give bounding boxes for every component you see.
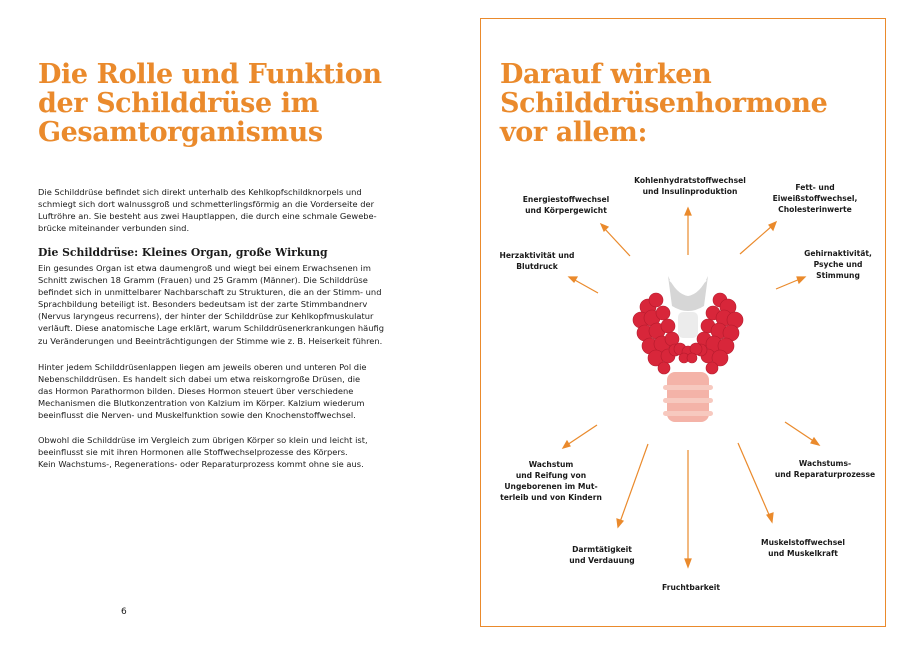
arrow-gehirn (776, 277, 805, 289)
label-line: und Reifung von (515, 471, 587, 480)
text-line: Hinter jedem Schilddrüsenlappen liegen am jeweils oberen und unteren Pol die (38, 362, 367, 372)
text-line: Die Schilddrüse befindet sich direkt unterhalb des Kehlkopfschildknorpels und (38, 187, 362, 197)
title-line: Schilddrüsenhormone (500, 88, 828, 119)
text-line: das Hormon Parathormon bilden. Dieses Hormon steuert über verschiedene (38, 386, 354, 397)
label-line: Fett- und (795, 183, 835, 192)
label-line: Energiestoffwechsel (522, 195, 610, 204)
label-line: Herzaktivität und (499, 251, 575, 260)
label-line: und Körpergewicht (525, 206, 607, 215)
text-line: Luftröhre an. Sie besteht aus zwei Hauptlappen, die durch eine schmale Gewebe- (38, 211, 377, 222)
text-line: schmiegt sich dort walnussgroß und schmetterlingsförmig an die Vorderseite der (38, 199, 375, 210)
label-line: Eiweißstoffwechsel, (772, 194, 858, 203)
label-line: Gehirnaktivität, (804, 249, 872, 258)
page-number: 6 (121, 607, 127, 617)
arrow-herz (569, 277, 598, 293)
label-line: Kohlenhydratstoffwechsel (634, 176, 746, 185)
text-line: Ein gesundes Organ ist etwa daumengroß und wiegt bei einem Erwachsenen im (38, 263, 371, 273)
label-line: und Insulinproduktion (642, 187, 738, 196)
text-line: Obwohl die Schilddrüse im Vergleich zum übrigen Körper so klein und leicht ist, (38, 435, 368, 445)
section-subheading: Die Schilddrüse: Kleines Organ, große Wirkung (38, 246, 328, 259)
effect-label-energiestoffwechsel (523, 194, 610, 216)
label-line: und Muskelkraft (768, 549, 838, 558)
text-line: beeinflusst sie mit ihren Hormonen alle Stoffwechselprozesse des Körpers. (38, 447, 348, 458)
arrow-muskel (738, 443, 773, 522)
effect-label-fruchtbarkeit (662, 582, 720, 593)
text-line: beeinflusst die Nerven- und Muskelfunktion sowie den Knochenstoffwechsel. (38, 410, 356, 421)
arrow-fruchtbarkeit (685, 450, 691, 567)
label-line: Wachstums- (798, 459, 852, 468)
text-line: Kein Wachstums-, Regenerations- oder Reparaturprozess kommt ohne sie aus. (38, 459, 364, 470)
label-line: Psyche und (813, 260, 863, 269)
text-line: (Nervus laryngeus recurrens), der hinter der Schilddrüse zur Kehlkopfmuskulatur (38, 311, 374, 322)
arrow-wachstum (563, 425, 597, 448)
effect-label-herzaktivitaet (500, 250, 575, 272)
label-line: Darmtätigkeit (572, 545, 632, 554)
arrow-wachstums-reparatur (785, 422, 819, 445)
label-line: Ungeborenen im Mut- (504, 482, 598, 491)
effect-label-kohlenhydratstoffwechsel (634, 175, 746, 197)
trachea-illustration (663, 372, 713, 422)
label-line: und Reparaturprozesse (774, 470, 876, 479)
label-line: und Verdauung (569, 556, 635, 565)
effect-label-gehirnaktivitaet (804, 248, 872, 281)
text-line: verläuft. Diese anatomische Lage erklärt, warum Schilddrüsenerkrankungen häufig (38, 323, 384, 334)
arrow-energiestoffwechsel (601, 224, 630, 256)
effect-label-reparaturprozesse (775, 458, 875, 480)
effect-label-darmtaetigkeit (569, 544, 634, 566)
text-line: Mechanismen die Blutkonzentration von Kalzium im Körper. Kalzium wiederum (38, 398, 365, 409)
title-line: der Schilddrüse im (38, 88, 319, 119)
text-line: Schnitt zwischen 18 Gramm (Frauen) und 25 Gramm (Männer). Die Schilddrüse (38, 275, 368, 286)
arrow-darm (617, 444, 648, 527)
effect-label-muskelstoffwechsel (761, 537, 845, 559)
label-line: Cholesterinwerte (778, 205, 852, 214)
label-line: Muskelstoffwechsel (761, 538, 845, 547)
label-line: Fruchtbarkeit (662, 583, 720, 592)
text-line: Nebenschilddrüsen. Es handelt sich dabei um etwa reiskorngroße Drüsen, die (38, 374, 361, 385)
arrow-kohlenhydrat (685, 208, 691, 255)
text-line: zu Veränderungen und Beeinträchtigungen der Stimme wie z. B. Heiserkeit führen. (38, 335, 383, 346)
title-line: Die Rolle und Funktion (38, 59, 382, 90)
label-line: terleib und von Kindern (500, 493, 602, 502)
title-line: vor allem: (500, 117, 648, 148)
text-line: Sprachbildung beteiligt ist. Besonders bedeutsam ist der zarte Stimmbandnerv (38, 299, 368, 310)
label-line: Stimmung (816, 271, 860, 280)
arrow-fett (740, 222, 776, 254)
label-line: Wachstum (528, 460, 574, 469)
label-line: Blutdruck (516, 262, 558, 271)
title-line: Darauf wirken (500, 59, 712, 90)
text-line: befindet sich in unmittelbarer Nachbarschaft zu Strukturen, die an der Stimm- und (38, 287, 382, 298)
effect-label-fettstoffwechsel (773, 182, 858, 215)
title-line: Gesamtorganismus (38, 117, 323, 148)
text-line: brücke miteinander verbunden sind. (38, 223, 190, 234)
effect-label-wachstum-reifung (500, 459, 602, 503)
